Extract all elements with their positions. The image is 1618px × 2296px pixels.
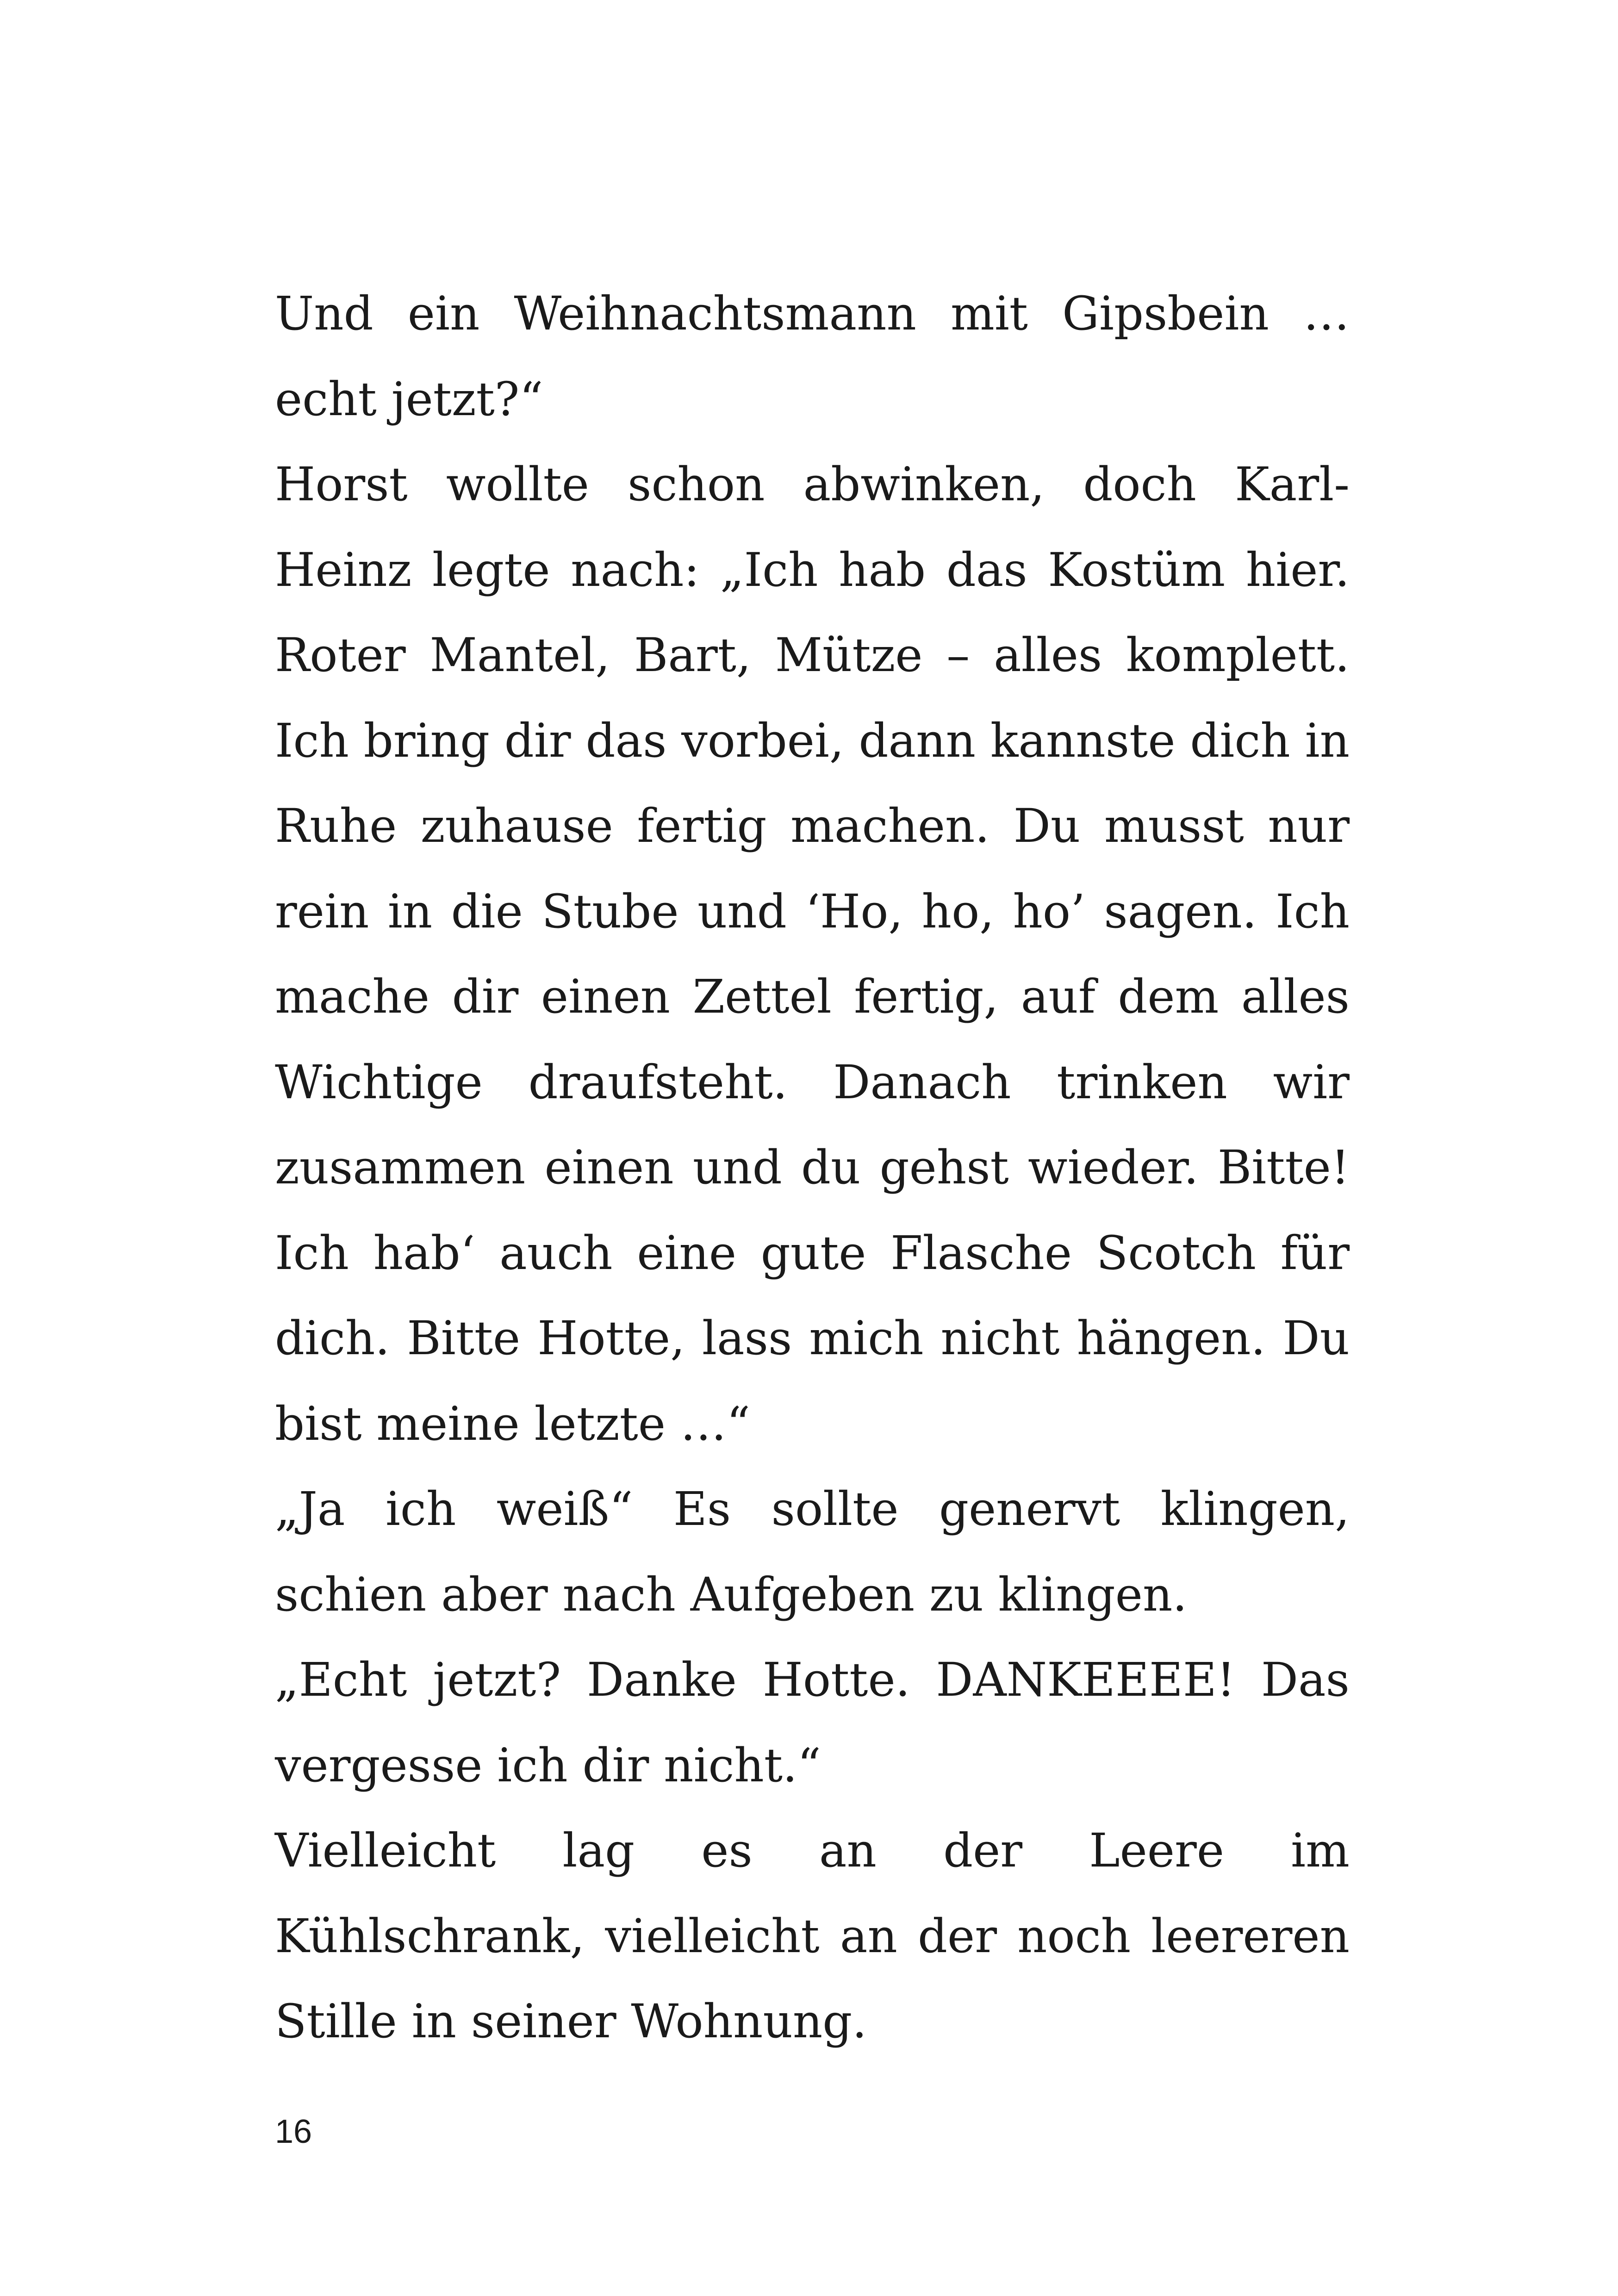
paragraph-5: Vielleicht lag es an der Leere im Kühlschrank, vielleicht an der noch leereren Stille in seiner Wohnung.: [275, 1823, 1350, 2048]
paragraph-1: Und ein Weihnachtsmann mit Gipsbein … echt jetzt?“: [275, 286, 1350, 426]
paragraph-3: „Ja ich weiß“ Es sollte genervt klingen, schien aber nach Aufgeben zu klingen.: [275, 1482, 1350, 1622]
paragraph-4: „Echt jetzt? Danke Hotte. DANKEEEE! Das vergesse ich dir nicht.“: [275, 1653, 1350, 1792]
body-text: [275, 271, 1350, 2065]
page-number: 16: [275, 2113, 312, 2150]
paragraph-2: Horst wollte schon abwinken, doch Karl-Heinz legte nach: „Ich hab das Kostüm hier. Roter Mantel, Bart, Mütze – alles komplett. Ich bring dir das vorbei, dann kannste dich in Ruhe zuhause fertig machen. Du musst nur rein in die Stube und ‘Ho, ho, ho’ sagen. Ich mache dir einen Zettel fertig, auf dem alles Wichtige draufsteht. Danach trinken wir zusammen einen und du gehst wieder. Bitte! Ich hab‘ auch eine gute Flasche Scotch für dich. Bitte Hotte, lass mich nicht hängen. Du bist meine letzte …“: [275, 457, 1350, 1451]
